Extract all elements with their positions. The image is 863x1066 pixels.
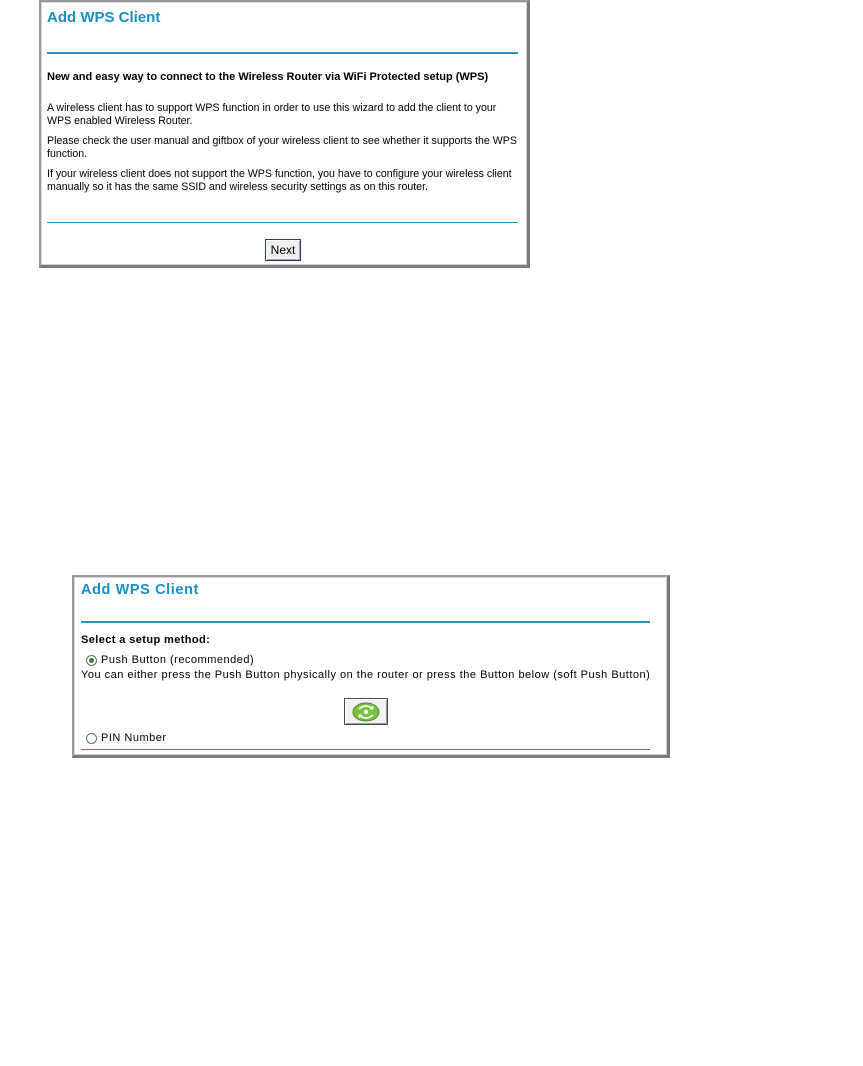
manual-config-text: If your wireless client does not support the WPS function, you have to configure your wireless client manually so it has the same SSID and wireless security settings as on this router.: [47, 168, 512, 193]
push-button-radio[interactable]: [86, 655, 97, 666]
push-button-instructions: You can either press the Push Button physically on the router or press the Button below (soft Push Button): [81, 669, 651, 681]
wps-requirement-text: A wireless client has to support WPS function in order to use this wizard to add the client to your WPS enabled Wireless Router.: [47, 102, 497, 127]
page-title: Add WPS Client: [47, 9, 161, 26]
footer-divider: [47, 222, 518, 223]
push-button-option-label: Push Button (recommended): [101, 654, 255, 666]
title-divider: [81, 621, 650, 623]
check-manual-text: Please check the user manual and giftbox of your wireless client to see whether it supports the WPS function.: [47, 135, 517, 160]
page-title: Add WPS Client: [81, 582, 199, 598]
footer-divider: [81, 749, 650, 750]
wps-icon: [351, 702, 381, 722]
setup-method-label: Select a setup method:: [81, 634, 211, 646]
title-divider: [47, 52, 518, 54]
pin-number-option-label: PIN Number: [101, 732, 167, 744]
add-wps-client-method-panel: [72, 575, 670, 758]
soft-push-button[interactable]: [344, 698, 388, 725]
add-wps-client-intro-panel: [39, 0, 530, 268]
intro-heading: New and easy way to connect to the Wireless Router via WiFi Protected setup (WPS): [47, 71, 489, 83]
push-button-option[interactable]: [86, 654, 254, 666]
pin-number-radio[interactable]: [86, 733, 97, 744]
next-button[interactable]: Next: [265, 239, 301, 261]
pin-number-option[interactable]: [86, 732, 167, 744]
